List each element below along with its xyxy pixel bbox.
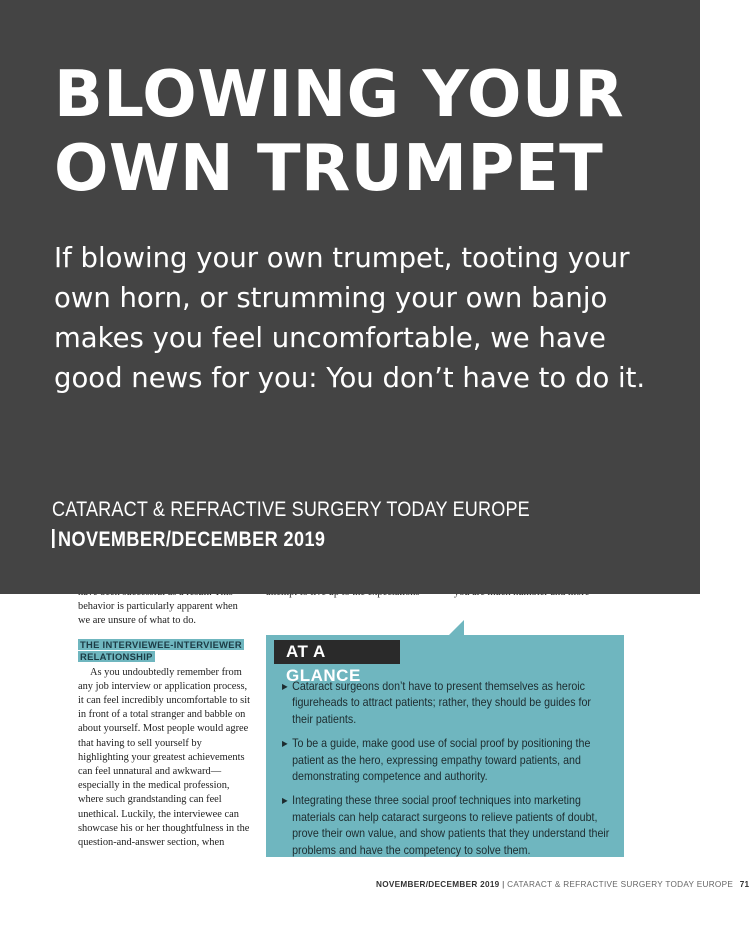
publication-name: CATARACT & REFRACTIVE SURGERY TODAY EUROPE xyxy=(52,498,530,521)
issue-bar xyxy=(52,529,55,548)
title-line-2: OWN TRUMPET xyxy=(54,132,604,206)
column-1-intro: behavior is particularly apparent when we are unsure of what to do. xyxy=(78,601,238,627)
page-footer xyxy=(376,880,749,889)
footer-publication: CATARACT & REFRACTIVE SURGERY TODAY EUROPE xyxy=(507,880,734,889)
column-1-body: As you undoubtedly remember from any job interview or application process, it can feel incredibly uncomfortable to sit in front of a total stranger and babble on about yourself. Most people would agree that having to sell yourself by highlighting your greatest achievements can feel unnatural and awkward—especially in the medical profession, where such grandstanding can feel unethical. Luckily, the interviewee can showcase his or her thoughtfulness in the question-and-answer section, when xyxy=(78,666,250,849)
glance-box-notch xyxy=(432,620,464,636)
subhead-line-2: RELATIONSHIP xyxy=(80,650,153,662)
subhead-line-1: THE INTERVIEWEE-INTERVIEWER xyxy=(80,638,242,650)
article-lede: If blowing your own trumpet, tooting your own horn, or strumming your own banjo makes you feel uncomfortable, we have good news for you: You don’t have to do it. xyxy=(54,242,646,394)
section-subhead xyxy=(78,639,250,663)
article-column-1 xyxy=(78,586,250,850)
footer-separator: | xyxy=(502,880,505,889)
glance-item: ▶ Cataract surgeons don’t have to present themselves as heroic figureheads to attract patients; rather, they should be guides for their patients. xyxy=(282,679,613,728)
at-a-glance-title: AT A GLANCE xyxy=(274,640,400,664)
article-title xyxy=(54,58,674,206)
publication-credit xyxy=(52,498,652,552)
glance-item: ▶ Integrating these three social proof techniques into marketing materials can help cataract surgeons to relieve patients of doubt, prove their own value, and show patients that they understand their problems and have the competency to solve them. xyxy=(282,793,613,859)
title-line-1: BLOWING YOUR xyxy=(54,58,625,132)
publication-issue-text: NOVEMBER/DECEMBER 2019 xyxy=(58,528,326,551)
glance-item: ▶ To be a guide, make good use of social proof by positioning the patient as the hero, expressing empathy toward patients, and demonstrating competence and authority. xyxy=(282,736,613,785)
at-a-glance-list xyxy=(282,679,616,867)
page-number: 71 xyxy=(739,880,749,889)
publication-issue xyxy=(52,528,568,552)
footer-issue: NOVEMBER/DECEMBER 2019 xyxy=(376,880,500,889)
